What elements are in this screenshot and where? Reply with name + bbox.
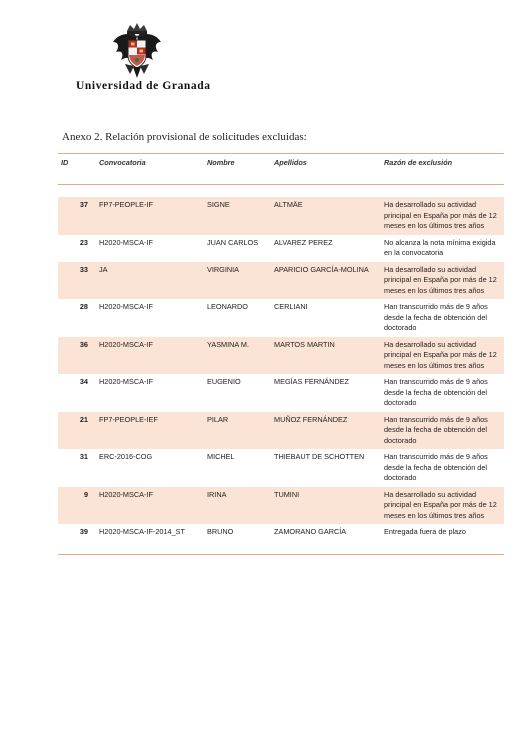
table-row	[58, 337, 504, 375]
cell-convocatoria: H2020-MSCA-IF-2014_ST	[96, 524, 204, 554]
column-header-apellidos: Apellidos	[271, 154, 381, 185]
cell-razon: Ha desarrollado su actividad principal en España por más de 12 meses en los últimos tres años	[384, 200, 497, 230]
cell-convocatoria: ERC-2016-COG	[99, 452, 153, 461]
cell-razon: Han transcurrido más de 9 años desde la fecha de obtención del doctorado	[384, 377, 488, 407]
cell-nombre: LEONARDO	[207, 302, 248, 311]
cell-razon: Han transcurrido más de 9 años desde la fecha de obtención del doctorado	[384, 452, 488, 482]
cell-apellidos: THIEBAUT DE SCHOTTEN	[274, 452, 365, 461]
cell-apellidos: ALVAREZ PEREZ	[274, 237, 333, 247]
cell-nombre: PILAR	[207, 414, 229, 424]
table-header-row	[58, 154, 504, 185]
cell-nombre: VIRGINIA	[207, 264, 240, 274]
cell-apellidos: APARICIO GARCÍA-MOLINA	[274, 264, 369, 274]
cell-id: 9	[83, 489, 88, 499]
cell-razon: Entregada fuera de plazo	[381, 524, 504, 554]
annex-title: Anexo 2. Relación provisional de solicitudes excluidas:	[62, 131, 307, 143]
cell-nombre: YASMINA M.	[207, 339, 250, 349]
cell-razon: Ha desarrollado su actividad principal en España por más de 12 meses en los últimos tres años	[384, 339, 497, 370]
university-name: Universidad de Granada	[76, 80, 211, 92]
table-row	[58, 235, 504, 262]
column-header-convocatoria: Convocatoria	[96, 154, 204, 185]
university-coat-of-arms	[110, 22, 164, 80]
table-row	[58, 374, 504, 412]
cell-nombre: BRUNO	[204, 524, 271, 554]
table-row	[58, 524, 504, 554]
cell-convocatoria: H2020-MSCA-IF	[99, 339, 153, 349]
cell-nombre: MICHEL	[207, 452, 235, 461]
cell-id: 33	[79, 264, 88, 274]
cell-apellidos: MARTOS MARTIN	[274, 339, 335, 349]
cell-convocatoria: JA	[99, 264, 108, 274]
cell-id: 34	[79, 377, 88, 386]
cell-apellidos: MEGÍAS FERNÁNDEZ	[274, 377, 350, 386]
cell-razon: No alcanza la nota mínima exigida en la convocatoria	[384, 237, 496, 257]
cell-convocatoria: FP7-PEOPLE-IF	[99, 200, 153, 209]
cell-convocatoria: FP7-PEOPLE-IEF	[99, 414, 158, 424]
cell-nombre: IRINA	[207, 489, 227, 499]
table-row	[58, 449, 504, 487]
cell-razon: Han transcurrido más de 9 años desde la fecha de obtención del doctorado	[384, 414, 488, 445]
column-header-nombre: Nombre	[204, 154, 271, 185]
table-spacer-cell	[58, 185, 504, 198]
cell-apellidos: TUMINI	[274, 489, 300, 499]
cell-id: 37	[79, 200, 88, 209]
cell-razon: Ha desarrollado su actividad principal en España por más de 12 meses en los últimos tres años	[384, 264, 497, 295]
cell-id: 21	[79, 414, 88, 424]
cell-id: 28	[79, 302, 88, 311]
cell-nombre: JUAN CARLOS	[207, 237, 259, 247]
cell-apellidos: ZAMORANO GARCÍA	[271, 524, 381, 554]
cell-id: 36	[79, 339, 88, 349]
table-row	[58, 487, 504, 525]
cell-convocatoria: H2020-MSCA-IF	[99, 237, 153, 247]
cell-nombre: SIGNE	[207, 200, 230, 209]
cell-razon: Ha desarrollado su actividad principal en España por más de 12 meses en los últimos tres años	[384, 489, 497, 520]
cell-razon: Han transcurrido más de 9 años desde la fecha de obtención del doctorado	[384, 302, 488, 332]
column-header-razon: Razón de exclusión	[381, 154, 504, 185]
column-header-id: ID	[58, 154, 96, 185]
cell-nombre: EUGENIO	[207, 377, 241, 386]
cell-apellidos: CERLIANI	[274, 302, 308, 311]
excluded-applications-table	[58, 153, 504, 555]
cell-convocatoria: H2020-MSCA-IF	[99, 377, 153, 386]
cell-apellidos: MUÑOZ FERNÁNDEZ	[274, 414, 348, 424]
table-spacer-row	[58, 185, 504, 198]
table-row	[58, 197, 504, 235]
cell-convocatoria: H2020-MSCA-IF	[99, 302, 153, 311]
cell-id: 31	[79, 452, 88, 461]
cell-apellidos: ALTMÄE	[274, 200, 303, 209]
table-row	[58, 412, 504, 450]
cell-convocatoria: H2020-MSCA-IF	[99, 489, 153, 499]
table-row	[58, 262, 504, 300]
cell-id: 23	[79, 237, 88, 247]
cell-id: 39	[58, 524, 96, 554]
table-row	[58, 299, 504, 337]
